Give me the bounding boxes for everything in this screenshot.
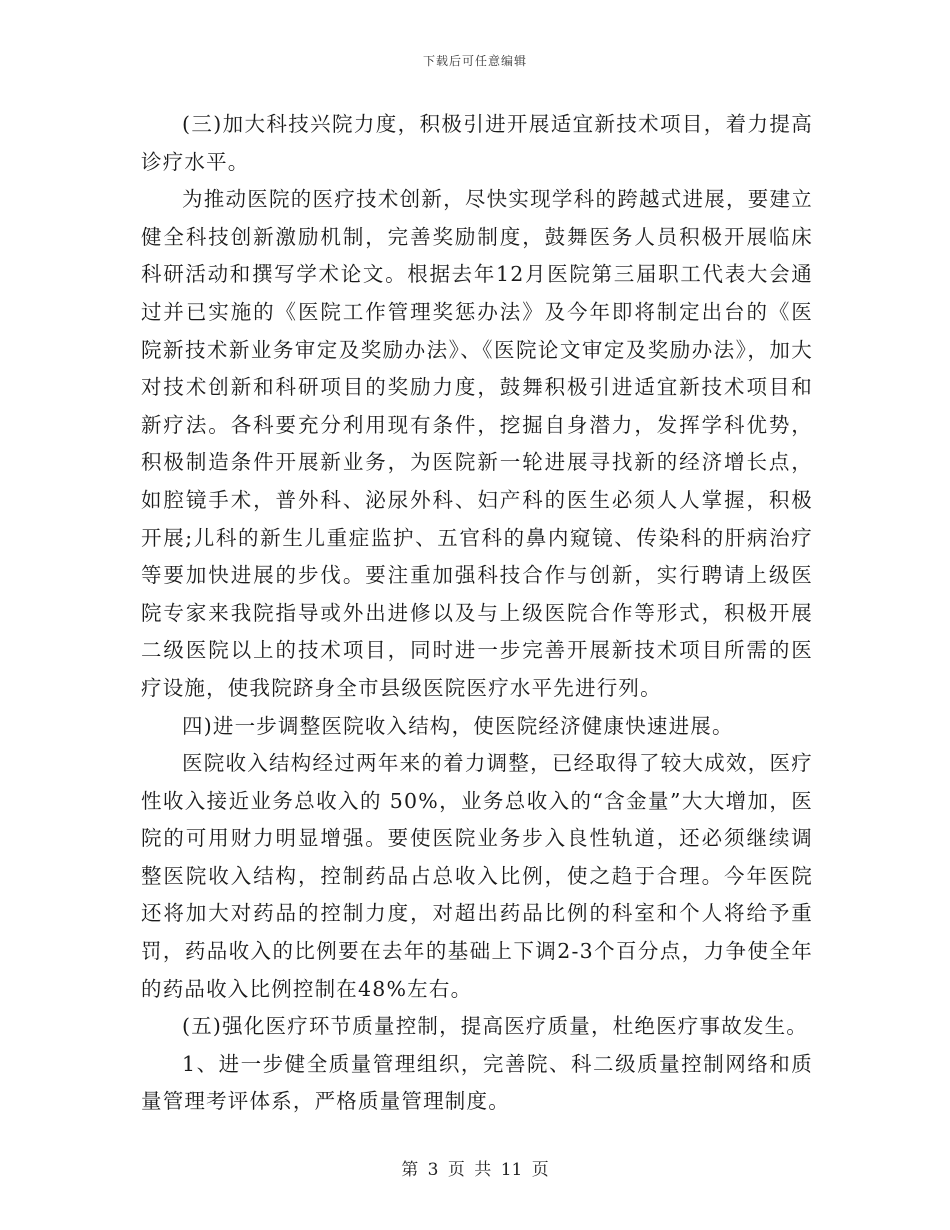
document-body: [141, 106, 813, 1121]
page-header-note: 下载后可任意编辑: [422, 54, 527, 68]
body-paragraph: 医院收入结构经过两年来的着力调整，已经取得了较大成效，医疗性收入接近业务总收入的 50%，业务总收入的“含金量”大大增加，医院的可用财力明显增强。要使医院业务步入良性轨道，还必须继续调整医院收入结构，控制药品占总收入比例，使之趋于合理。今年医院还将加大对药品的控制力度，对超出药品比例的科室和个人将给予重罚，药品收入的比例要在去年的基础上下调2-3个百分点，力争使全年的药品收入比例控制在48%左右。: [141, 751, 813, 1001]
body-paragraph: 1、进一步健全质量管理组织，完善院、科二级质量控制网络和质量管理考评体系，严格质量管理制度。: [141, 1051, 813, 1114]
section-heading-5: (五)强化医疗环节质量控制，提高医疗质量，杜绝医疗事故发生。: [182, 1014, 808, 1039]
body-paragraph: 为推动医院的医疗技术创新，尽快实现学科的跨越式进展，要建立健全科技创新激励机制，完善奖励制度，鼓舞医务人员积极开展临床科研活动和撰写学术论文。根据去年12月医院第三届职工代表大会通过并已实施的《医院工作管理奖惩办法》及今年即将制定出台的《医院新技术新业务审定及奖励办法》、《医院论文审定及奖励办法》，加大对技术创新和科研项目的奖励力度，鼓舞积极引进适宜新技术项目和新疗法。各科要充分利用现有条件，挖掘自身潜力，发挥学科优势，积极制造条件开展新业务，为医院新一轮进展寻找新的经济增长点，如腔镜手术，普外科、泌尿外科、妇产科的医生必须人人掌握，积极开展;儿科的新生儿重症监护、五官科的鼻内窥镜、传染科的肝病治疗等要加快进展的步伐。要注重加强科技合作与创新，实行聘请上级医院专家来我院指导或外出进修以及与上级医院合作等形式，积极开展二级医院以上的技术项目，同时进一步完善开展新技术项目所需的医疗设施，使我院跻身全市县级医院医疗水平先进行列。: [141, 187, 813, 700]
section-heading-3: (三)加大科技兴院力度，积极引进开展适宜新技术项目，着力提高诊疗水平。: [141, 112, 813, 174]
section-heading-4: 四)进一步调整医院收入结构，使医院经济健康快速进展。: [182, 713, 734, 738]
page-footer-number: 第 3 页 共 11 页: [401, 1160, 549, 1180]
